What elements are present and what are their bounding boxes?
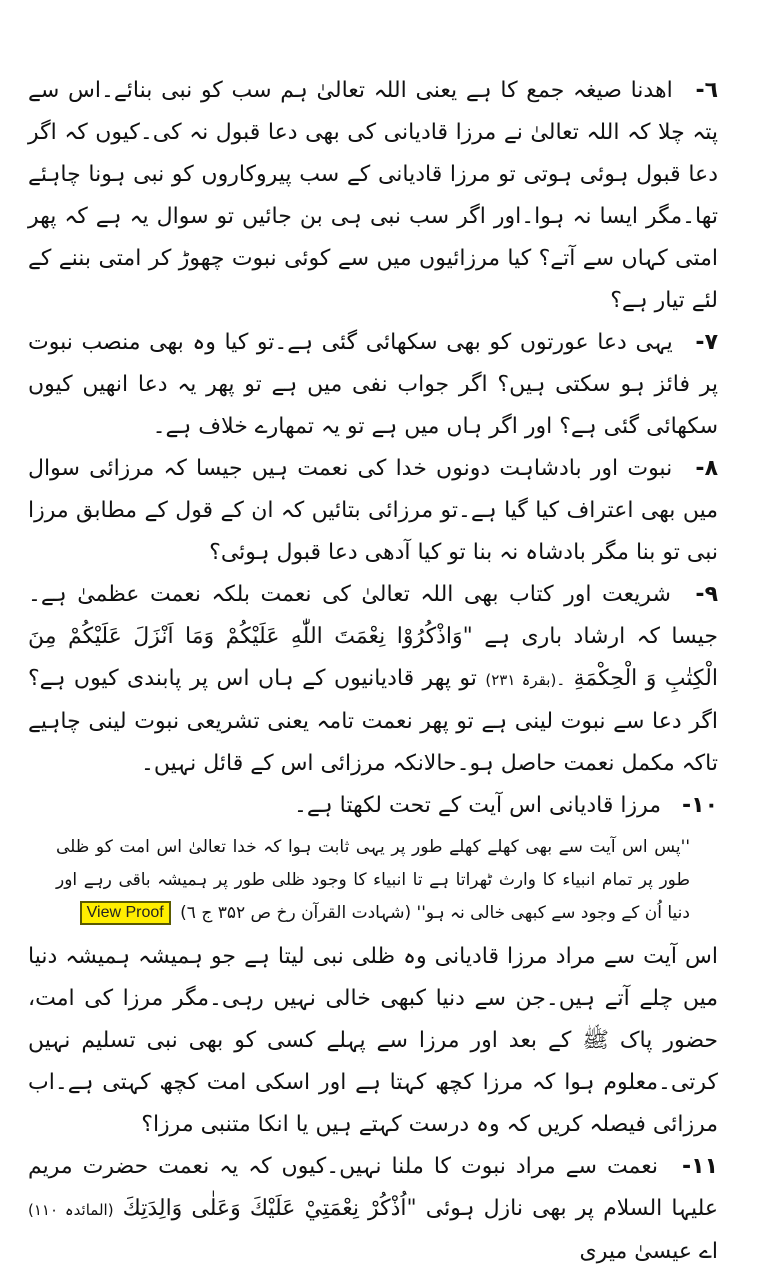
paragraph-7 [28,322,718,448]
quranic-verse: "اُذْكُرْ نِعْمَتِيْ عَلَيْكَ وَعَلٰى وَالِدَتِكَ [122,1196,417,1221]
block-quote [56,831,690,930]
paragraph-9 [28,574,718,785]
quote-text: ''پس اس آیت سے بھی کھلے کھلے طور پر یہی ثابت ہوا کہ خدا تعالیٰ اس امت کو ظلی طور پر تمام انبیاء کا وارث ٹھراتا ہے تا انبیاء کا وجود ظلی طور پر ہمیشہ باقی رہے اور دنیا اُن کے وجود سے کبھی خالی نہ ہو'' (شہادت القرآن رخ ص ۳۵۲ ج ٦) [56,837,690,923]
paragraph-number: ٦- [695,78,719,103]
verse-reference: (المائدہ ۱۱۰) [28,1201,114,1219]
paragraph-6 [28,70,718,322]
paragraph-text: اھدنا صیغہ جمع کا ہے یعنی اللہ تعالیٰ ہم سب کو نبی بنائے۔اس سے پتہ چلا کہ اللہ تعالیٰ نے مرزا قادیانی کی بھی دعا قبول نہ کی۔کیوں کہ اگر دعا قبول ہوئی ہوتی تو مرزا قادیانی کے سب پیروکاروں کو نبی ہونا چاہئے تھا۔مگر ایسا نہ ہوا۔اور اگر سب نبی ہی بن جائیں تو سوال یہ ہے کہ پھر امتی کہاں سے آتے؟ کیا مرزائیوں میں سے کوئی نبوت چھوڑ کر امتی بننے کے لئے تیار ہے؟ [28,78,718,313]
paragraph-after-quote [28,936,718,1146]
paragraph-number: ٨- [695,456,718,481]
paragraph-text: مرزا قادیانی اس آیت کے تحت لکھتا ہے۔ [293,793,661,818]
paragraph-text-continued: تو پھر قادیانیوں کے ہاں اس پر پابندی کیوں ہے؟ اگر دعا سے نبوت لینی ہے تو پھر نعمت تامہ یعنی تشریعی نبوت لینی چاہیے تاکہ مکمل نعمت حاصل ہو۔حالانکہ مرزائی اس کے قائل نہیں۔ [28,666,718,776]
paragraph-number: ١١- [682,1154,718,1179]
view-proof-button[interactable]: View Proof [80,901,171,925]
paragraph-11 [28,1146,718,1273]
paragraph-10 [28,785,718,827]
paragraph-text: اس آیت سے مراد مرزا قادیانی وہ ظلی نبی لیتا ہے جو ہمیشہ ہمیشہ دنیا میں چلے آتے ہیں۔جن سے دنیا کبھی خالی نہیں رہی۔مگر مرزا کی امت، حضور پاک ﷺ کے بعد اور مرزا سے پہلے کسی کو بھی نبی تسلیم نہیں کرتی۔معلوم ہوا کہ مرزا کچھ کہتا ہے اور اسکی امت کچھ کہتی ہے۔اب مرزائی فیصلہ کریں کہ وہ درست کہتے ہیں یا انکا متنبی مرزا؟ [28,944,718,1137]
verse-reference: ۔(بقرۃ ۲۳۱) [485,671,566,689]
paragraph-text-continued: اے عیسیٰ میری [579,1239,718,1264]
document-page [28,70,718,1273]
paragraph-8 [28,448,718,574]
paragraph-number: ١٠- [682,793,718,818]
quranic-verse: "وَاذْكُرُوْا نِعْمَتَ اللّٰهِ عَلَيْكُمْ وَمَا اَنْزَلَ عَلَيْكُمْ مِنَ الْكِتٰبِ وَ الْحِكْمَةِ [28,624,718,691]
paragraph-text: نعمت سے مراد نبوت کا ملنا نہیں۔کیوں کہ یہ نعمت حضرت مریم علیہا السلام پر بھی نازل ہوئی [28,1154,719,1221]
paragraph-number: ٧- [695,330,718,355]
paragraph-number: ٩- [695,582,718,607]
paragraph-text: نبوت اور بادشاہت دونوں خدا کی نعمت ہیں جیسا کہ مرزائی سوال میں بھی اعتراف کیا گیا ہے۔تو مرزائی بتائیں کہ ان کے قول کے مطابق مرزا نبی تو بنا مگر بادشاہ نہ بنا تو کیا آدھی دعا قبول ہوئی؟ [28,456,718,565]
paragraph-text: یہی دعا عورتوں کو بھی سکھائی گئی ہے۔تو کیا وہ بھی منصب نبوت پر فائز ہو سکتی ہیں؟ اگر جواب نفی میں ہے تو پھر یہ دعا انھیں کیوں سکھائی گئی ہے؟ اور اگر ہاں میں ہے تو یہ تمھارے خلاف ہے۔ [28,330,718,439]
paragraph-text: شریعت اور کتاب بھی اللہ تعالیٰ کی نعمت بلکہ نعمت عظمیٰ ہے۔جیسا کہ ارشاد باری ہے [28,582,719,649]
